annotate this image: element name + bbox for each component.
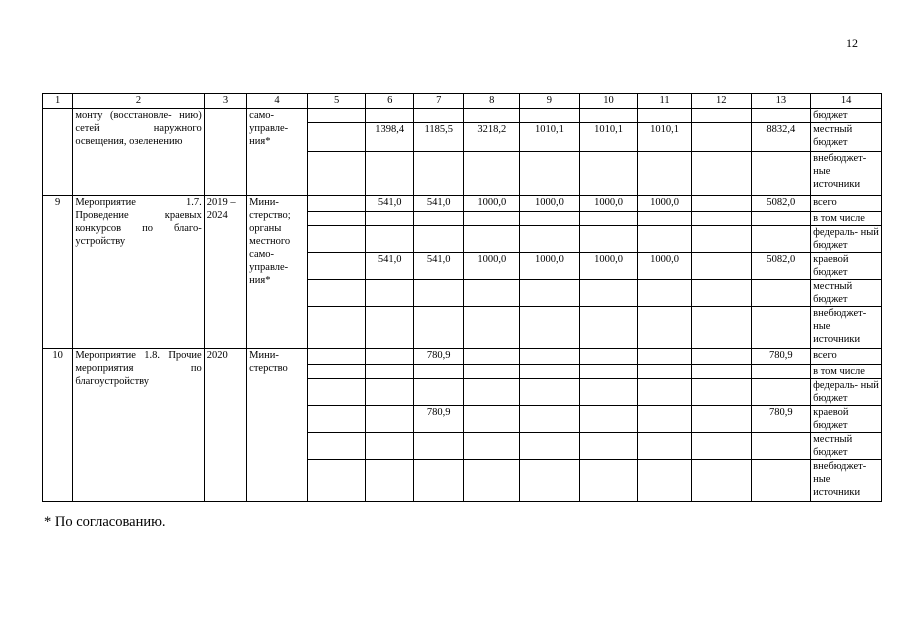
value-cell	[464, 460, 520, 502]
value-cell	[691, 212, 751, 226]
value-cell	[691, 196, 751, 212]
header-cell: 9	[520, 94, 580, 109]
funding-source: краевой бюджет	[811, 406, 882, 433]
value-cell	[638, 460, 692, 502]
value-cell: 1000,0	[638, 196, 692, 212]
value-cell	[579, 460, 638, 502]
value-cell	[638, 365, 692, 379]
funding-source: в том числе	[811, 212, 882, 226]
measure-name: Мероприятие 1.8. Прочие мероприятия по благоустройству	[73, 349, 204, 502]
header-cell: 5	[307, 94, 366, 109]
value-cell	[691, 123, 751, 152]
table-cell	[638, 109, 692, 123]
value-cell	[691, 152, 751, 196]
value-cell	[520, 280, 580, 307]
value-cell: 1000,0	[464, 253, 520, 280]
table-cell	[307, 307, 366, 349]
value-cell: 780,9	[413, 349, 464, 365]
value-cell	[464, 365, 520, 379]
value-cell	[413, 152, 464, 196]
value-cell	[579, 280, 638, 307]
value-cell	[751, 460, 811, 502]
value-cell	[464, 226, 520, 253]
table-header-row	[43, 94, 882, 109]
table-row	[43, 196, 882, 212]
value-cell	[366, 379, 414, 406]
table-cell	[307, 365, 366, 379]
measure-years: 2019 – 2024	[204, 196, 246, 349]
value-cell: 780,9	[751, 349, 811, 365]
table-cell	[307, 212, 366, 226]
funding-source: местный бюджет	[811, 433, 882, 460]
funding-source: в том числе	[811, 365, 882, 379]
header-cell: 1	[43, 94, 73, 109]
value-cell: 1000,0	[520, 196, 580, 212]
funding-source: внебюджет- ные источники	[811, 460, 882, 502]
value-cell	[366, 226, 414, 253]
value-cell	[366, 349, 414, 365]
value-cell: 3218,2	[464, 123, 520, 152]
value-cell: 541,0	[413, 253, 464, 280]
funding-source: местный бюджет	[811, 123, 882, 152]
value-cell: 780,9	[413, 406, 464, 433]
header-cell: 8	[464, 94, 520, 109]
value-cell	[366, 460, 414, 502]
table-cell	[307, 460, 366, 502]
value-cell	[520, 212, 580, 226]
value-cell: 541,0	[366, 253, 414, 280]
value-cell: 5082,0	[751, 253, 811, 280]
value-cell	[520, 433, 580, 460]
measure-name: монту (восстановле- нию) сетей наружного освещения, озеленению	[73, 109, 204, 196]
value-cell	[413, 226, 464, 253]
measure-number: 9	[43, 196, 73, 349]
value-cell	[520, 349, 580, 365]
value-cell	[638, 152, 692, 196]
value-cell	[366, 212, 414, 226]
value-cell	[691, 307, 751, 349]
value-cell: 5082,0	[751, 196, 811, 212]
header-cell: 4	[247, 94, 308, 109]
table-cell	[751, 109, 811, 123]
value-cell	[579, 212, 638, 226]
value-cell	[413, 307, 464, 349]
value-cell	[579, 226, 638, 253]
table-cell	[204, 109, 246, 196]
value-cell	[366, 280, 414, 307]
table-cell	[464, 109, 520, 123]
value-cell	[691, 460, 751, 502]
value-cell: 1000,0	[464, 196, 520, 212]
measure-years: 2020	[204, 349, 246, 502]
table-cell	[307, 226, 366, 253]
value-cell	[691, 253, 751, 280]
value-cell	[638, 307, 692, 349]
value-cell	[638, 280, 692, 307]
value-cell: 1010,1	[638, 123, 692, 152]
value-cell	[464, 152, 520, 196]
value-cell	[638, 349, 692, 365]
table-cell	[691, 109, 751, 123]
value-cell	[691, 406, 751, 433]
table-cell	[307, 123, 366, 152]
value-cell	[579, 365, 638, 379]
footnote: * По согласованию.	[44, 514, 166, 530]
value-cell	[413, 280, 464, 307]
table-cell	[307, 152, 366, 196]
header-cell: 14	[811, 94, 882, 109]
value-cell	[638, 433, 692, 460]
table-cell	[413, 109, 464, 123]
value-cell	[579, 349, 638, 365]
table-cell	[307, 406, 366, 433]
measure-number: 10	[43, 349, 73, 502]
value-cell	[520, 307, 580, 349]
responsible-org: Мини- стерство; органы местного само- управле- ния*	[247, 196, 308, 349]
header-cell: 11	[638, 94, 692, 109]
value-cell	[691, 349, 751, 365]
value-cell	[579, 406, 638, 433]
funding-source: всего	[811, 196, 882, 212]
funding-source: внебюджет- ные источники	[811, 152, 882, 196]
value-cell	[413, 365, 464, 379]
funding-source: всего	[811, 349, 882, 365]
value-cell	[579, 433, 638, 460]
responsible-org: Мини- стерство	[247, 349, 308, 502]
value-cell: 1010,1	[520, 123, 580, 152]
value-cell	[520, 226, 580, 253]
value-cell	[366, 406, 414, 433]
value-cell	[413, 433, 464, 460]
value-cell: 1000,0	[579, 253, 638, 280]
value-cell: 8832,4	[751, 123, 811, 152]
value-cell: 780,9	[751, 406, 811, 433]
value-cell	[464, 307, 520, 349]
table-cell	[307, 280, 366, 307]
value-cell	[366, 307, 414, 349]
value-cell	[520, 152, 580, 196]
measures-table	[42, 93, 882, 502]
value-cell	[691, 280, 751, 307]
value-cell	[691, 379, 751, 406]
value-cell	[464, 212, 520, 226]
value-cell	[638, 226, 692, 253]
measure-name: Мероприятие 1.7. Проведение краевых конкурсов по благо- устройству	[73, 196, 204, 349]
header-cell: 7	[413, 94, 464, 109]
value-cell	[638, 212, 692, 226]
header-cell: 13	[751, 94, 811, 109]
value-cell	[520, 406, 580, 433]
value-cell	[464, 379, 520, 406]
value-cell	[366, 433, 414, 460]
page-number: 12	[846, 36, 858, 50]
header-cell: 2	[73, 94, 204, 109]
table-cell	[366, 109, 414, 123]
value-cell: 1398,4	[366, 123, 414, 152]
value-cell	[464, 349, 520, 365]
value-cell	[751, 365, 811, 379]
value-cell	[691, 433, 751, 460]
value-cell	[520, 365, 580, 379]
funding-source: краевой бюджет	[811, 253, 882, 280]
value-cell	[413, 460, 464, 502]
funding-source: внебюджет- ные источники	[811, 307, 882, 349]
header-cell: 3	[204, 94, 246, 109]
value-cell	[464, 406, 520, 433]
value-cell	[520, 379, 580, 406]
value-cell	[751, 280, 811, 307]
funding-source: федераль- ный бюджет	[811, 379, 882, 406]
value-cell: 1010,1	[579, 123, 638, 152]
value-cell: 1000,0	[520, 253, 580, 280]
value-cell	[751, 307, 811, 349]
value-cell	[751, 379, 811, 406]
funding-source: бюджет	[811, 109, 882, 123]
value-cell	[751, 226, 811, 253]
value-cell: 1185,5	[413, 123, 464, 152]
value-cell	[520, 460, 580, 502]
responsible-org: само- управле- ния*	[247, 109, 308, 196]
table-row	[43, 349, 882, 365]
table-row	[43, 109, 882, 123]
table-cell	[307, 379, 366, 406]
table-cell	[307, 109, 366, 123]
value-cell	[413, 379, 464, 406]
value-cell: 1000,0	[638, 253, 692, 280]
funding-source: федераль- ный бюджет	[811, 226, 882, 253]
value-cell	[579, 152, 638, 196]
table-cell	[579, 109, 638, 123]
header-cell: 12	[691, 94, 751, 109]
value-cell	[751, 433, 811, 460]
header-cell: 6	[366, 94, 414, 109]
value-cell: 1000,0	[579, 196, 638, 212]
value-cell	[638, 406, 692, 433]
table-cell	[520, 109, 580, 123]
value-cell	[464, 280, 520, 307]
table-cell	[307, 349, 366, 365]
table-cell	[307, 196, 366, 212]
value-cell: 541,0	[413, 196, 464, 212]
header-cell: 10	[579, 94, 638, 109]
value-cell	[366, 152, 414, 196]
table-cell	[307, 253, 366, 280]
value-cell	[691, 226, 751, 253]
value-cell	[413, 212, 464, 226]
value-cell	[691, 365, 751, 379]
value-cell	[579, 307, 638, 349]
value-cell	[751, 212, 811, 226]
value-cell	[464, 433, 520, 460]
value-cell: 541,0	[366, 196, 414, 212]
value-cell	[366, 365, 414, 379]
funding-source: местный бюджет	[811, 280, 882, 307]
table-cell	[43, 109, 73, 196]
table-cell	[307, 433, 366, 460]
value-cell	[579, 379, 638, 406]
value-cell	[751, 152, 811, 196]
value-cell	[638, 379, 692, 406]
